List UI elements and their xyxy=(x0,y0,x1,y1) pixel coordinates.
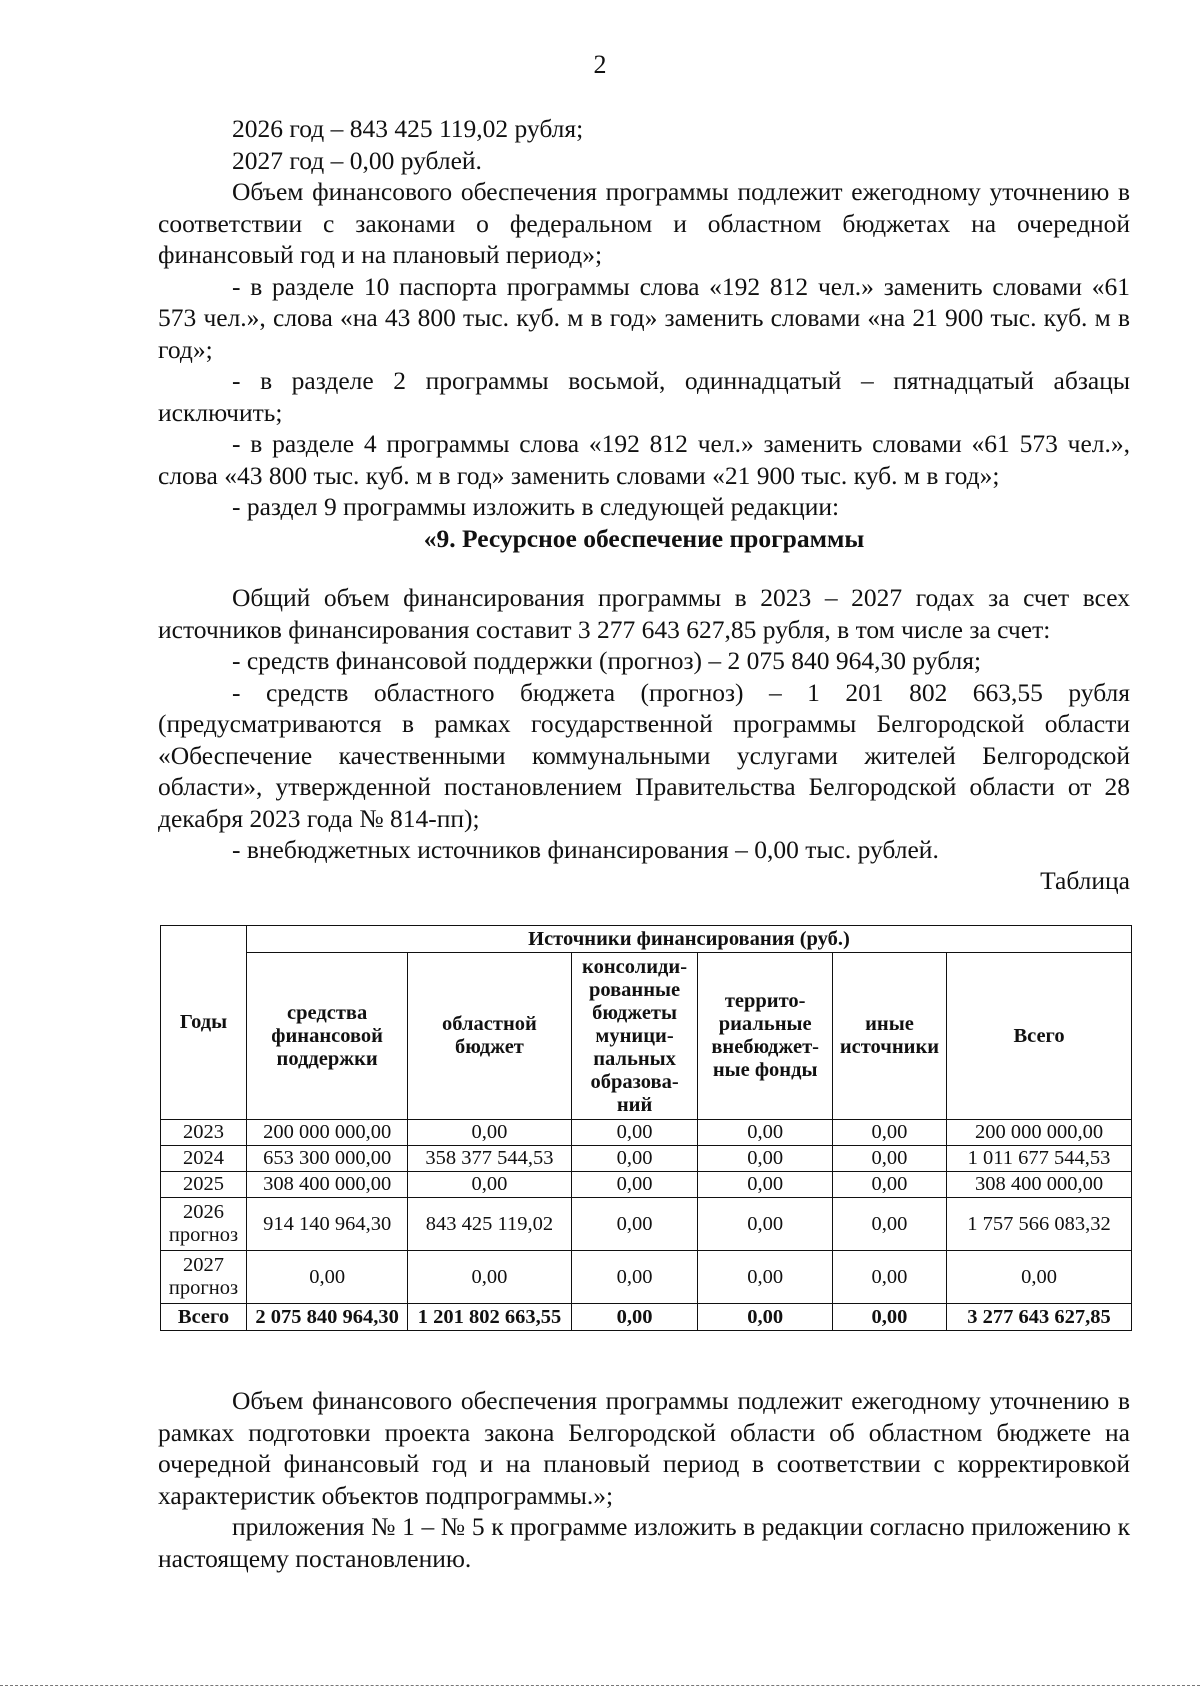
total-label: Всего xyxy=(161,1304,247,1331)
value-cell: 0,00 xyxy=(832,1251,946,1304)
value-cell: 358 377 544,53 xyxy=(408,1146,571,1172)
header-sources-group: Источники финансирования (руб.) xyxy=(247,926,1132,953)
paragraph: - в разделе 2 программы восьмой, одиннадцатый – пятнадцатый абзацы исключить; xyxy=(158,366,1130,427)
paragraph: Общий объем финансирования программы в 2023 – 2027 годах за счет всех источников финансирования составит 3 277 643 627,85 рубля, в том числе за счет: xyxy=(158,583,1130,644)
value-cell: 0,00 xyxy=(698,1198,832,1251)
value-cell: 0,00 xyxy=(832,1146,946,1172)
header-column: террито-риальные внебюджет-ные фонды xyxy=(698,953,832,1120)
value-cell: 0,00 xyxy=(832,1120,946,1146)
value-cell: 0,00 xyxy=(408,1120,571,1146)
value-cell: 0,00 xyxy=(571,1146,698,1172)
header-column: областной бюджет xyxy=(408,953,571,1120)
year-cell: 2023 xyxy=(161,1120,247,1146)
value-cell: 200 000 000,00 xyxy=(247,1120,408,1146)
value-cell: 0,00 xyxy=(832,1172,946,1198)
paragraph: Объем финансового обеспечения программы подлежит ежегодному уточнению в соответствии с законами о федеральном и областном бюджетах на очередной финансовый год и на плановый период»; xyxy=(158,177,1130,269)
paragraph: - в разделе 4 программы слова «192 812 чел.» заменить словами «61 573 чел.», слова «43 800 тыс. куб. м в год» заменить словами «21 900 тыс. куб. м в год»; xyxy=(158,429,1130,490)
value-cell: 914 140 964,30 xyxy=(247,1198,408,1251)
year-label: 2027 xyxy=(183,1254,224,1276)
value-cell: 0,00 xyxy=(832,1198,946,1251)
year-cell: 2024 xyxy=(161,1146,247,1172)
total-cell: 0,00 xyxy=(832,1304,946,1331)
value-cell: 0,00 xyxy=(698,1146,832,1172)
total-cell: 0,00 xyxy=(698,1304,832,1331)
paragraph: Объем финансового обеспечения программы подлежит ежегодному уточнению в рамках подготовки проекта закона Белгородской области об областном бюджете на очередной финансовый год и на плановый период в соответствии с корректировкой характеристик объектов подпрограммы.»; xyxy=(158,1386,1130,1510)
header-column: консолиди-рованные бюджеты муници-пальных образова-ний xyxy=(571,953,698,1120)
paragraph: 2027 год – 0,00 рублей. xyxy=(232,145,482,175)
total-cell: 2 075 840 964,30 xyxy=(247,1304,408,1331)
table-row xyxy=(161,1198,1132,1251)
value-cell: 0,00 xyxy=(571,1172,698,1198)
paragraph: 2026 год – 843 425 119,02 рубля; xyxy=(232,114,584,143)
financing-table xyxy=(160,925,1132,1331)
table-row xyxy=(161,1146,1132,1172)
total-cell: 0,00 xyxy=(571,1304,698,1331)
table-row xyxy=(161,1251,1132,1304)
table-caption: Таблица xyxy=(1040,866,1130,895)
header-column: Всего xyxy=(947,953,1132,1120)
value-cell: 0,00 xyxy=(947,1251,1132,1304)
value-cell: 0,00 xyxy=(698,1172,832,1198)
value-cell: 843 425 119,02 xyxy=(408,1198,571,1251)
table-total-row xyxy=(161,1304,1132,1331)
table-row xyxy=(161,1120,1132,1146)
header-column: средства финансовой поддержки xyxy=(247,953,408,1120)
page-number: 2 xyxy=(593,50,607,79)
value-cell: 0,00 xyxy=(571,1198,698,1251)
year-label: 2026 xyxy=(183,1201,224,1223)
paragraph: - раздел 9 программы изложить в следующей редакции: xyxy=(232,492,840,521)
value-cell: 0,00 xyxy=(571,1120,698,1146)
header-years: Годы xyxy=(161,926,247,1120)
value-cell: 200 000 000,00 xyxy=(947,1120,1132,1146)
value-cell: 308 400 000,00 xyxy=(247,1172,408,1198)
year-cell xyxy=(161,1198,247,1251)
value-cell: 653 300 000,00 xyxy=(247,1146,408,1172)
value-cell: 0,00 xyxy=(408,1172,571,1198)
page-bottom-line xyxy=(0,1685,1200,1686)
value-cell: 0,00 xyxy=(408,1251,571,1304)
forecast-label: прогноз xyxy=(168,1224,239,1246)
value-cell: 0,00 xyxy=(698,1120,832,1146)
paragraph: - средств финансовой поддержки (прогноз) – 2 075 840 964,30 рубля; xyxy=(232,646,982,675)
body-text-bottom xyxy=(158,1385,1130,1574)
year-cell xyxy=(161,1251,247,1304)
table-row xyxy=(161,1172,1132,1198)
paragraph: - внебюджетных источников финансирования – 0,00 тыс. рублей. xyxy=(232,835,939,864)
value-cell: 1 757 566 083,32 xyxy=(947,1198,1132,1251)
header-column: иные источники xyxy=(832,953,946,1120)
paragraph: приложения № 1 – № 5 к программе изложить в редакции согласно приложению к настоящему постановлению. xyxy=(158,1512,1130,1573)
paragraph: - средств областного бюджета (прогноз) – 1 201 802 663,55 рубля (предусматриваются в рамках государственной программы Белгородской области «Обеспечение качественными коммунальными услугами жителей Белгородской области», утвержденной постановлением Правительства Белгородской области от 28 декабря 2023 года № 814-пп); xyxy=(158,677,1130,833)
paragraph: - в разделе 10 паспорта программы слова «192 812 чел.» заменить словами «61 573 чел.», слова «на 43 800 тыс. куб. м в год» заменить словами «на 21 900 тыс. куб. м в год»; xyxy=(158,271,1130,364)
value-cell: 0,00 xyxy=(698,1251,832,1304)
total-cell: 3 277 643 627,85 xyxy=(947,1304,1132,1331)
section-heading: «9. Ресурсное обеспечение программы xyxy=(423,523,865,553)
total-cell: 1 201 802 663,55 xyxy=(408,1304,571,1331)
value-cell: 0,00 xyxy=(571,1251,698,1304)
body-text-top xyxy=(158,113,1130,866)
value-cell: 308 400 000,00 xyxy=(947,1172,1132,1198)
value-cell: 1 011 677 544,53 xyxy=(947,1146,1132,1172)
year-cell: 2025 xyxy=(161,1172,247,1198)
value-cell: 0,00 xyxy=(247,1251,408,1304)
forecast-label: прогноз xyxy=(168,1277,239,1299)
